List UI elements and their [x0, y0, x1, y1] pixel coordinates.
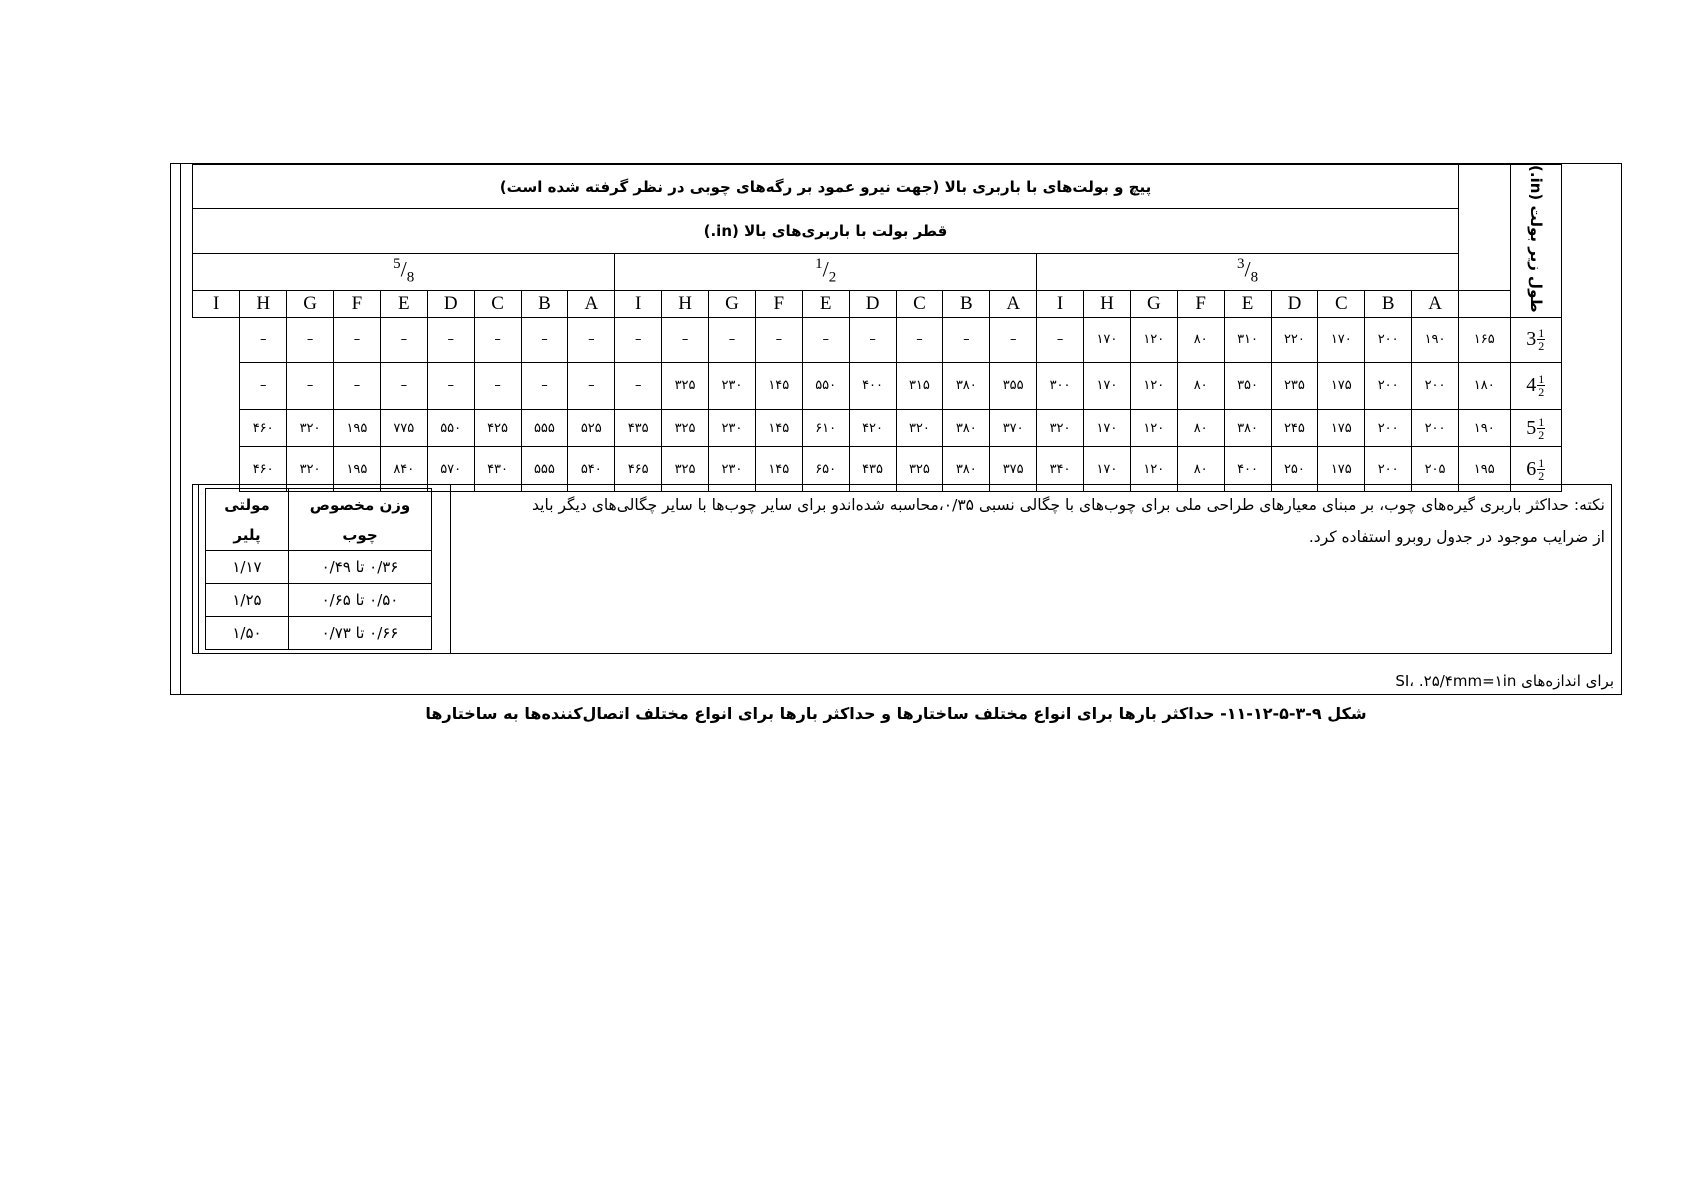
table-cell: –	[380, 362, 427, 409]
table-cell: ۳۷۰	[990, 410, 1037, 447]
table-cell: ۳۲۵	[662, 447, 709, 492]
diameter-3-8: $^3/_8$	[1037, 253, 1459, 290]
column-letter-38-b: B	[1365, 290, 1412, 317]
column-letter-38-i: I	[1037, 290, 1084, 317]
table-cell: ۵۵۵	[521, 410, 568, 447]
column-letter-12-b: B	[943, 290, 990, 317]
column-letter-12-g: G	[709, 290, 756, 317]
corner-cell-2	[1459, 290, 1511, 317]
table-cell: ۱۷۰	[1084, 447, 1131, 492]
column-letter-38-f: F	[1177, 290, 1224, 317]
table-cell: ۲۳۵	[1271, 362, 1318, 409]
column-letter-58-c: C	[474, 290, 521, 317]
note-line-2: از ضرایب موجود در جدول روبرو استفاده کرد.	[1308, 528, 1605, 546]
table-cell: ۳۲۰	[287, 410, 334, 447]
table-cell: –	[521, 362, 568, 409]
row-length-label: 5 1 2	[1510, 410, 1562, 447]
table-cell: ۳۵۰	[1224, 362, 1271, 409]
table-subtitle: قطر بولت با باربری‌های بالا (in.)	[193, 209, 1459, 253]
table-cell: ۵۵۰	[802, 362, 849, 409]
table-cell: ۱۹۵	[1459, 447, 1511, 492]
table-cell: ۱۹۵	[334, 410, 381, 447]
diameter-1-2: $^1/_2$	[615, 253, 1037, 290]
density-multiplier: ۱/۵۰	[206, 617, 289, 650]
column-letter-58-h: H	[240, 290, 287, 317]
table-cell: ۴۰۰	[1224, 447, 1271, 492]
table-cell: ۱۷۰	[1318, 317, 1365, 362]
table-cell: ۳۲۵	[896, 447, 943, 492]
table-cell: ۳۲۰	[1037, 410, 1084, 447]
column-letter-12-h: H	[662, 290, 709, 317]
table-cell: ۴۲۰	[849, 410, 896, 447]
table-cell: ۵۷۰	[427, 447, 474, 492]
table-cell: ۱۷۰	[1084, 362, 1131, 409]
table-cell: ۱۷۵	[1318, 410, 1365, 447]
column-letter-58-d: D	[427, 290, 474, 317]
row-length-label: 6 1 2	[1510, 447, 1562, 492]
table-cell: –	[709, 317, 756, 362]
table-cell: ۳۰۰	[1037, 362, 1084, 409]
table-cell: ۳۲۵	[662, 410, 709, 447]
column-letter-38-d: D	[1271, 290, 1318, 317]
table-cell: –	[662, 317, 709, 362]
table-cell: ۶۵۰	[802, 447, 849, 492]
density-header-multiplier: مولتی پلیر	[206, 489, 289, 551]
table-cell: ۱۷۰	[1084, 317, 1131, 362]
table-cell: ۱۷۵	[1318, 447, 1365, 492]
column-letter-38-e: E	[1224, 290, 1271, 317]
row-length-label: 4 1 2	[1510, 362, 1562, 409]
table-cell: –	[240, 317, 287, 362]
table-cell: ۲۵۰	[1271, 447, 1318, 492]
density-table	[205, 488, 432, 650]
side-label-cell	[1510, 165, 1562, 318]
table-cell: –	[896, 317, 943, 362]
table-cell: –	[615, 362, 662, 409]
table-cell: ۱۹۵	[334, 447, 381, 492]
table-cell: ۲۰۵	[1412, 447, 1459, 492]
column-letter-12-a: A	[990, 290, 1037, 317]
table-cell: ۳۷۵	[990, 447, 1037, 492]
table-cell: ۴۶۰	[240, 410, 287, 447]
table-cell: –	[755, 317, 802, 362]
table-cell: ۲۰۰	[1365, 317, 1412, 362]
table-cell: ۱۷۵	[1318, 362, 1365, 409]
table-cell: ۱۴۵	[755, 362, 802, 409]
table-cell: ۴۳۵	[849, 447, 896, 492]
table-cell: ۲۰۰	[1412, 410, 1459, 447]
table-cell: ۵۵۰	[427, 410, 474, 447]
table-cell: –	[427, 362, 474, 409]
table-cell: –	[615, 317, 662, 362]
table-cell: ۷۷۵	[380, 410, 427, 447]
table-cell: ۴۰۰	[849, 362, 896, 409]
table-cell: ۵۴۰	[568, 447, 615, 492]
table-cell: ۲۰۰	[1365, 362, 1412, 409]
table-cell: –	[287, 317, 334, 362]
table-cell: –	[334, 317, 381, 362]
table-cell: ۳۲۰	[287, 447, 334, 492]
table-cell: ۲۰۰	[1365, 447, 1412, 492]
table-cell: ۶۱۰	[802, 410, 849, 447]
column-letter-12-e: E	[802, 290, 849, 317]
table-cell: ۴۶۵	[615, 447, 662, 492]
diameter-5-8: $^5/_8$	[193, 253, 615, 290]
column-letter-58-i: I	[193, 290, 240, 317]
table-cell: ۱۸۰	[1459, 362, 1511, 409]
column-letter-58-e: E	[380, 290, 427, 317]
column-letter-38-c: C	[1318, 290, 1365, 317]
corner-cell	[1459, 165, 1511, 291]
table-cell: ۸۴۰	[380, 447, 427, 492]
side-label: طول زیر بولت (in.)	[1526, 165, 1545, 313]
column-letter-12-i: I	[615, 290, 662, 317]
table-cell: ۱۲۰	[1130, 410, 1177, 447]
density-header-weight: وزن مخصوص چوب	[289, 489, 432, 551]
table-cell: ۳۴۰	[1037, 447, 1084, 492]
table-cell: ۳۱۵	[896, 362, 943, 409]
density-range: ۰/۵۰ تا ۰/۶۵	[289, 584, 432, 617]
table-cell: ۳۲۰	[896, 410, 943, 447]
note-box-inner-line	[198, 484, 199, 654]
table-cell: –	[802, 317, 849, 362]
table-cell: –	[474, 317, 521, 362]
table-cell: ۱۹۰	[1412, 317, 1459, 362]
table-cell: –	[287, 362, 334, 409]
column-letter-12-c: C	[896, 290, 943, 317]
table-cell: ۳۵۵	[990, 362, 1037, 409]
table-cell: ۲۲۰	[1271, 317, 1318, 362]
table-cell: –	[474, 362, 521, 409]
table-cell: –	[334, 362, 381, 409]
row-length-label: 3 1 2	[1510, 317, 1562, 362]
table-cell: ۸۰	[1177, 410, 1224, 447]
column-letter-58-b: B	[521, 290, 568, 317]
table-cell: ۳۱۰	[1224, 317, 1271, 362]
column-letter-58-f: F	[334, 290, 381, 317]
density-range: ۰/۳۶ تا ۰/۴۹	[289, 551, 432, 584]
table-cell: ۵۵۵	[521, 447, 568, 492]
table-row	[193, 410, 1562, 447]
table-cell: –	[521, 317, 568, 362]
table-cell: ۸۰	[1177, 362, 1224, 409]
density-range: ۰/۶۶ تا ۰/۷۳	[289, 617, 432, 650]
table-cell: –	[990, 317, 1037, 362]
table-cell: ۱۴۵	[755, 447, 802, 492]
table-cell: ۴۳۵	[615, 410, 662, 447]
frame-inner-line	[180, 163, 181, 695]
note-separator	[450, 484, 451, 654]
table-row	[193, 317, 1562, 362]
column-letter-12-d: D	[849, 290, 896, 317]
column-letter-38-h: H	[1084, 290, 1131, 317]
table-cell: ۳۸۰	[943, 410, 990, 447]
table-cell: ۱۴۵	[755, 410, 802, 447]
density-multiplier: ۱/۲۵	[206, 584, 289, 617]
table-cell: –	[380, 317, 427, 362]
table-cell: ۴۶۰	[240, 447, 287, 492]
table-cell: ۳۸۰	[943, 362, 990, 409]
table-cell: ۴۲۵	[474, 410, 521, 447]
table-cell: ۱۶۵	[1459, 317, 1511, 362]
table-cell: ۲۰۰	[1412, 362, 1459, 409]
table-cell: –	[1037, 317, 1084, 362]
table-cell: –	[568, 362, 615, 409]
table-cell: ۱۲۰	[1130, 362, 1177, 409]
column-letter-58-a: A	[568, 290, 615, 317]
column-letter-38-a: A	[1412, 290, 1459, 317]
si-note: برای اندازه‌های SI، .۲۵/۴mm=۱in	[1395, 672, 1614, 690]
table-cell: ۳۲۵	[662, 362, 709, 409]
table-cell: ۱۷۰	[1084, 410, 1131, 447]
table-cell: ۲۳۰	[709, 447, 756, 492]
load-table	[192, 164, 1562, 492]
table-cell: –	[568, 317, 615, 362]
column-letter-38-g: G	[1130, 290, 1177, 317]
table-cell: ۸۰	[1177, 447, 1224, 492]
column-letters-row	[193, 290, 1562, 317]
density-multiplier: ۱/۱۷	[206, 551, 289, 584]
table-cell: ۳۸۰	[1224, 410, 1271, 447]
figure-caption: شکل ۹-۳-۵-۱۲-۱۱- حداکثر بارها برای انواع مختلف ساختارها و حداکثر بارها برای انواع مختلف اتصال‌کننده‌ها به ساختارها	[425, 704, 1367, 723]
table-cell: ۴۳۰	[474, 447, 521, 492]
table-cell: –	[427, 317, 474, 362]
table-cell: ۱۲۰	[1130, 317, 1177, 362]
table-cell: ۱۹۰	[1459, 410, 1511, 447]
table-row	[193, 362, 1562, 409]
column-letter-58-g: G	[287, 290, 334, 317]
note-text	[455, 489, 1605, 553]
table-cell: ۵۲۵	[568, 410, 615, 447]
table-cell: ۲۰۰	[1365, 410, 1412, 447]
table-cell: ۱۲۰	[1130, 447, 1177, 492]
table-cell: ۸۰	[1177, 317, 1224, 362]
table-cell: ۲۴۵	[1271, 410, 1318, 447]
table-cell: ۲۳۰	[709, 410, 756, 447]
table-cell: ۳۸۰	[943, 447, 990, 492]
table-cell: –	[240, 362, 287, 409]
table-cell: ۲۳۰	[709, 362, 756, 409]
note-line-1: نکته: حداکثر باربری گیره‌های چوب، بر مبنای معیارهای طراحی ملی برای چوب‌های با چگالی نسبی ۰/۳۵،محاسبه شده‌اندو برای سایر چوب‌ها با سایر چگالی‌های دیگر باید	[532, 496, 1605, 514]
column-letter-12-f: F	[755, 290, 802, 317]
table-cell: –	[849, 317, 896, 362]
table-title: پیچ و بولت‌های با باربری بالا (جهت نیرو عمود بر رگه‌های چوبی در نظر گرفته شده است)	[193, 165, 1459, 209]
table-cell: –	[943, 317, 990, 362]
